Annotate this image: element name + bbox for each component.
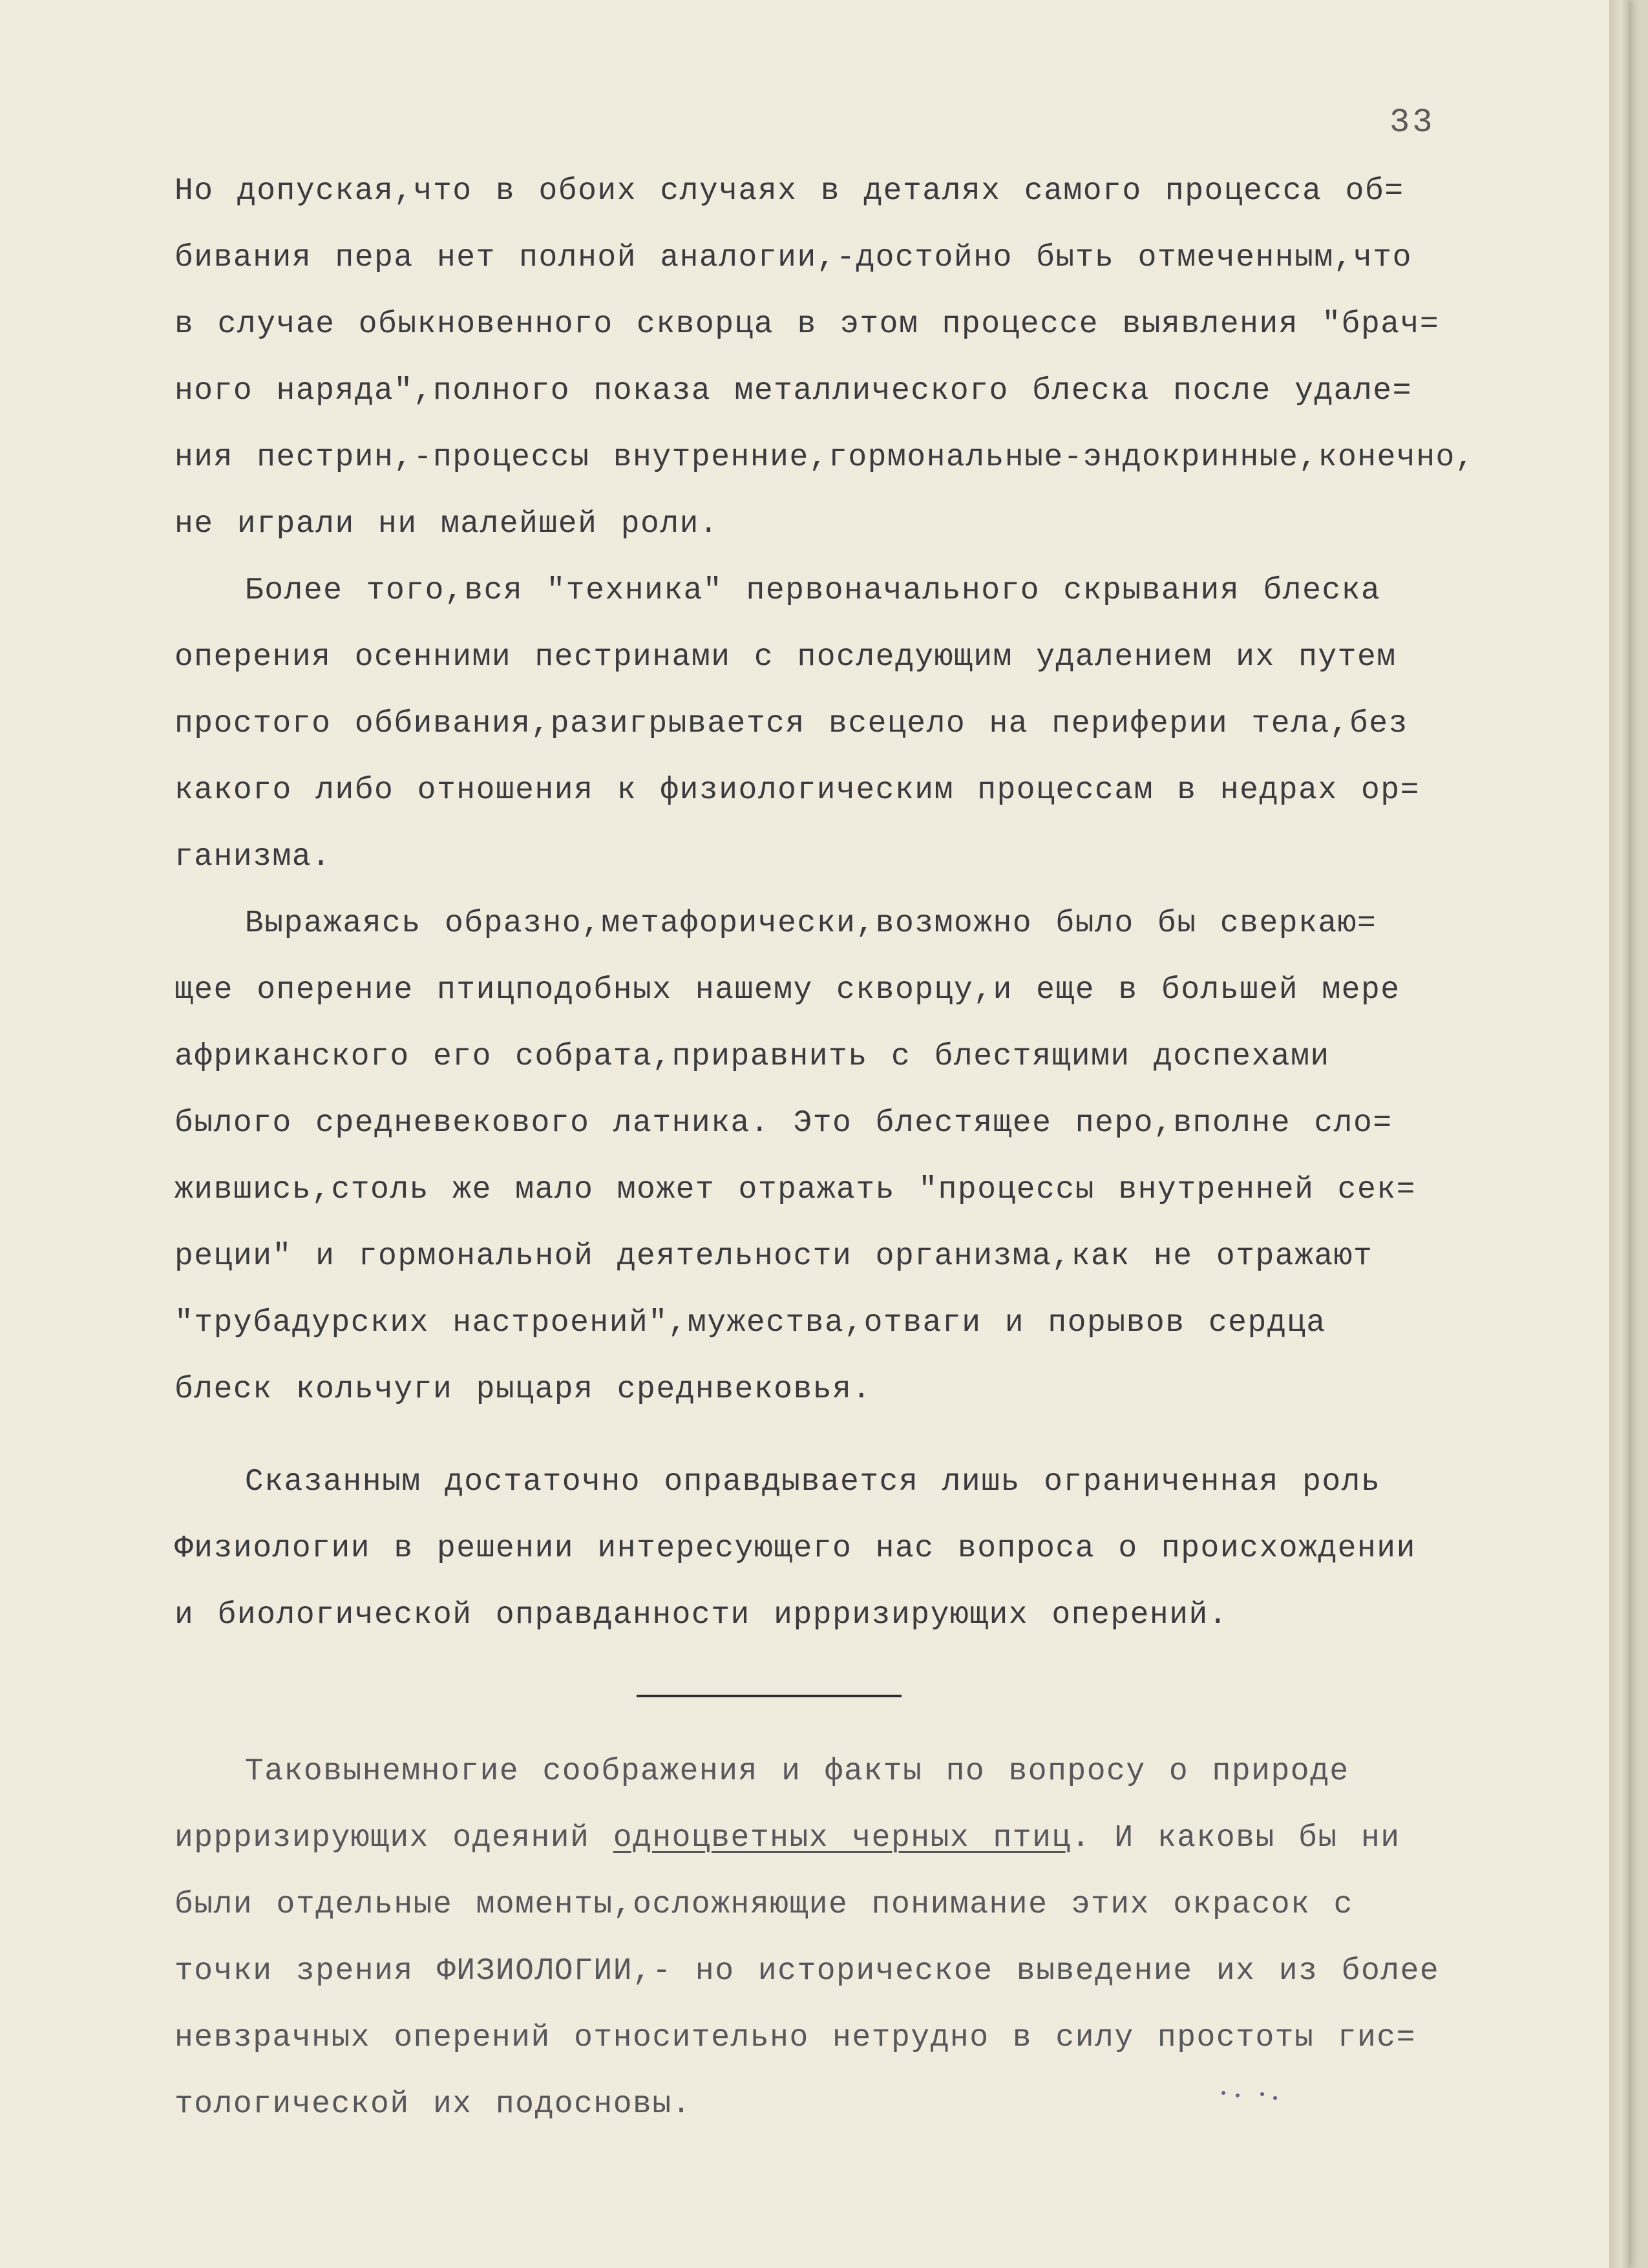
paragraph-3 (174, 891, 1583, 1423)
paragraph-1 (174, 158, 1583, 558)
text-line: тологической их подосновы. (174, 2087, 692, 2122)
text-line: "трубадурских настроений",мужества,отваги и порывов сердца (174, 1306, 1326, 1341)
text-segment: . И каковы бы ни (1071, 1821, 1400, 1856)
text-line: щее оперение птицподобных нашему скворцу,и еще в большей мере (174, 973, 1400, 1008)
text-line: ганизма. (174, 840, 332, 874)
text-line: блеск кольчуги рыцаря среднвековья. (174, 1372, 872, 1407)
paragraph-gap (174, 1423, 1583, 1449)
text-line: какого либо отношения к физиологическим процессам в недрах ор= (174, 773, 1420, 808)
text-segment: иррризирующих одеяний (174, 1821, 613, 1856)
text-line: Но допуская,что в обоих случаях в деталях самого процесса об= (174, 174, 1404, 209)
underlined-phrase: одноцветных черных птиц (613, 1821, 1072, 1856)
body-text-top (174, 158, 1583, 1649)
text-line: были отдельные моменты,осложняющие понимание этих окрасок с (174, 1887, 1353, 1922)
page-edge (1609, 0, 1629, 2268)
paragraph-4 (174, 1449, 1583, 1649)
text-line: африканского его собрата,приравнить с блестящими доспехами (174, 1039, 1330, 1074)
text-line: простого оббивания,разигрывается всецело на периферии тела,без (174, 706, 1408, 741)
page-number: 33 (1389, 103, 1435, 142)
paragraph-2 (174, 558, 1583, 891)
text-line: ного наряда",полного показа металлического блеска после удале= (174, 374, 1412, 408)
text-line: реции" и гормональной деятельности организма,как не отражают (174, 1239, 1373, 1274)
text-line: бивания пера нет полной аналогии,-достойно быть отмеченным,что (174, 240, 1412, 275)
text-line: точки зрения ФИЗИОЛОГИИ,- но историческое выведение их из более (174, 1954, 1440, 1989)
text-line: невзрачных оперений относительно нетрудно в силу простоты гис= (174, 2020, 1416, 2055)
text-line (174, 1805, 1583, 1872)
text-line: не играли ни малейшей роли. (174, 507, 719, 542)
text-line: Сказанным достаточно оправдывается лишь ограниченная роль (174, 1465, 1381, 1500)
text-line: и биологической оправданности иррризирующих оперений. (174, 1598, 1229, 1633)
text-line: в случае обыкновенного скворца в этом процессе выявления "брач= (174, 307, 1440, 342)
text-line: оперения осенними пестринами с последующим удалением их путем (174, 640, 1397, 675)
section-divider (637, 1695, 902, 1697)
text-line: Физиологии в решении интересующего нас вопроса о происхождении (174, 1531, 1416, 1566)
closing-paragraph (174, 1739, 1583, 2138)
text-line: Более того,вся "техника" первоначального скрывания блеска (174, 573, 1381, 608)
text-line: жившись,столь же мало может отражать "процессы внутренней сек= (174, 1172, 1416, 1207)
text-line: Выражаясь образно,метафорически,возможно было бы сверкаю= (174, 906, 1377, 941)
text-line: Таковынемногие соображения и факты по вопросу о природе (174, 1754, 1349, 1789)
text-line: былого средневекового латника. Это блестящее перо,вполне сло= (174, 1106, 1393, 1141)
text-line: ния пестрин,-процессы внутренние,гормональные-эндокринные,конечно, (174, 440, 1475, 475)
